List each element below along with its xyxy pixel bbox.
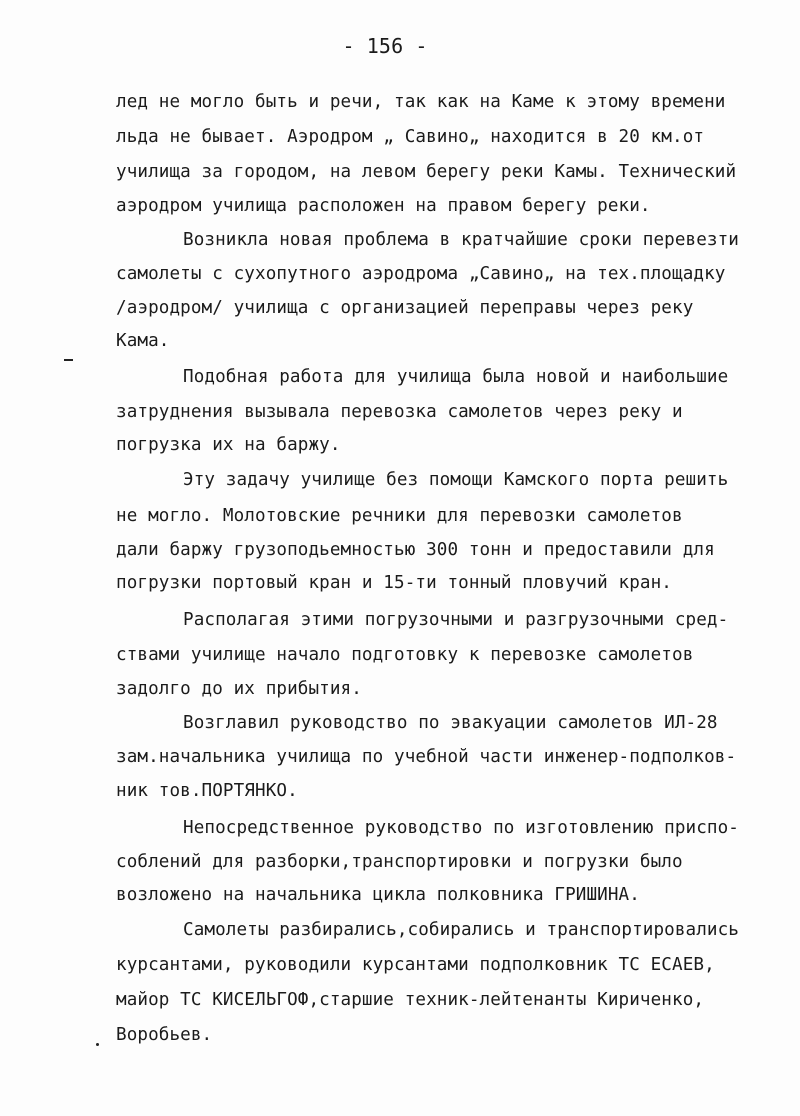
text-line: Воробьев.	[116, 1025, 213, 1045]
text-line: самолеты с сухопутного аэродрома „Савино„ на тех.площадку	[116, 264, 726, 284]
text-line: Возникла новая проблема в кратчайшие сроки перевезти	[183, 230, 740, 250]
margin-mark	[96, 1043, 99, 1046]
text-line: возложено на начальника цикла полковника ГРИШИНА.	[116, 885, 640, 905]
text-line: Располагая этими погрузочными и разгрузочными сред-	[183, 610, 729, 630]
text-line: льда не бывает. Аэродром „ Савино„ находится в 20 км.от	[116, 127, 705, 147]
text-line: ствами училище начало подготовку к перевозке самолетов	[116, 645, 694, 665]
text-line: /аэродром/ училища с организацией переправы через реку	[116, 298, 694, 318]
text-line: курсантами, руководили курсантами подполковник ТС ЕСАЕВ,	[116, 955, 715, 975]
text-line: ник тов.ПОРТЯНКО.	[116, 781, 298, 801]
text-line: Кама.	[116, 331, 170, 351]
text-line: Непосредственное руководство по изготовлению приспо-	[183, 818, 740, 838]
page-number: - 156 -	[342, 34, 428, 58]
text-line: дали баржу грузоподьемностью 300 тонн и предоставили для	[116, 540, 715, 560]
text-line: Эту задачу училище без помощи Камского порта решить	[183, 470, 729, 490]
margin-mark	[64, 359, 73, 361]
text-line: майор ТС КИСЕЛЬГОФ,старшие техник-лейтенанты Кириченко,	[116, 990, 705, 1010]
text-line: лед не могло быть и речи, так как на Каме к этому времени	[116, 92, 726, 112]
text-line: аэродром училища расположен на правом берегу реки.	[116, 196, 651, 216]
text-line: Подобная работа для училища была новой и наибольшие	[183, 367, 729, 387]
text-line: задолго до их прибытия.	[116, 679, 362, 699]
text-line: училища за городом, на левом берегу реки Камы. Технический	[116, 162, 737, 182]
text-line: затруднения вызывала перевозка самолетов через реку и	[116, 402, 683, 422]
text-line: не могло. Молотовские речники для перевозки самолетов	[116, 506, 683, 526]
text-line: соблений для разборки,транспортировки и погрузки было	[116, 852, 683, 872]
text-line: зам.начальника училища по учебной части инженер-подполков-	[116, 747, 737, 767]
text-line: Самолеты разбирались,собирались и транспортировались	[183, 920, 740, 940]
text-line: погрузка их на баржу.	[116, 435, 341, 455]
text-line: погрузки портовый кран и 15-ти тонный пловучий кран.	[116, 573, 673, 593]
text-line: Возглавил руководство по эвакуации самолетов ИЛ-28	[183, 713, 718, 733]
